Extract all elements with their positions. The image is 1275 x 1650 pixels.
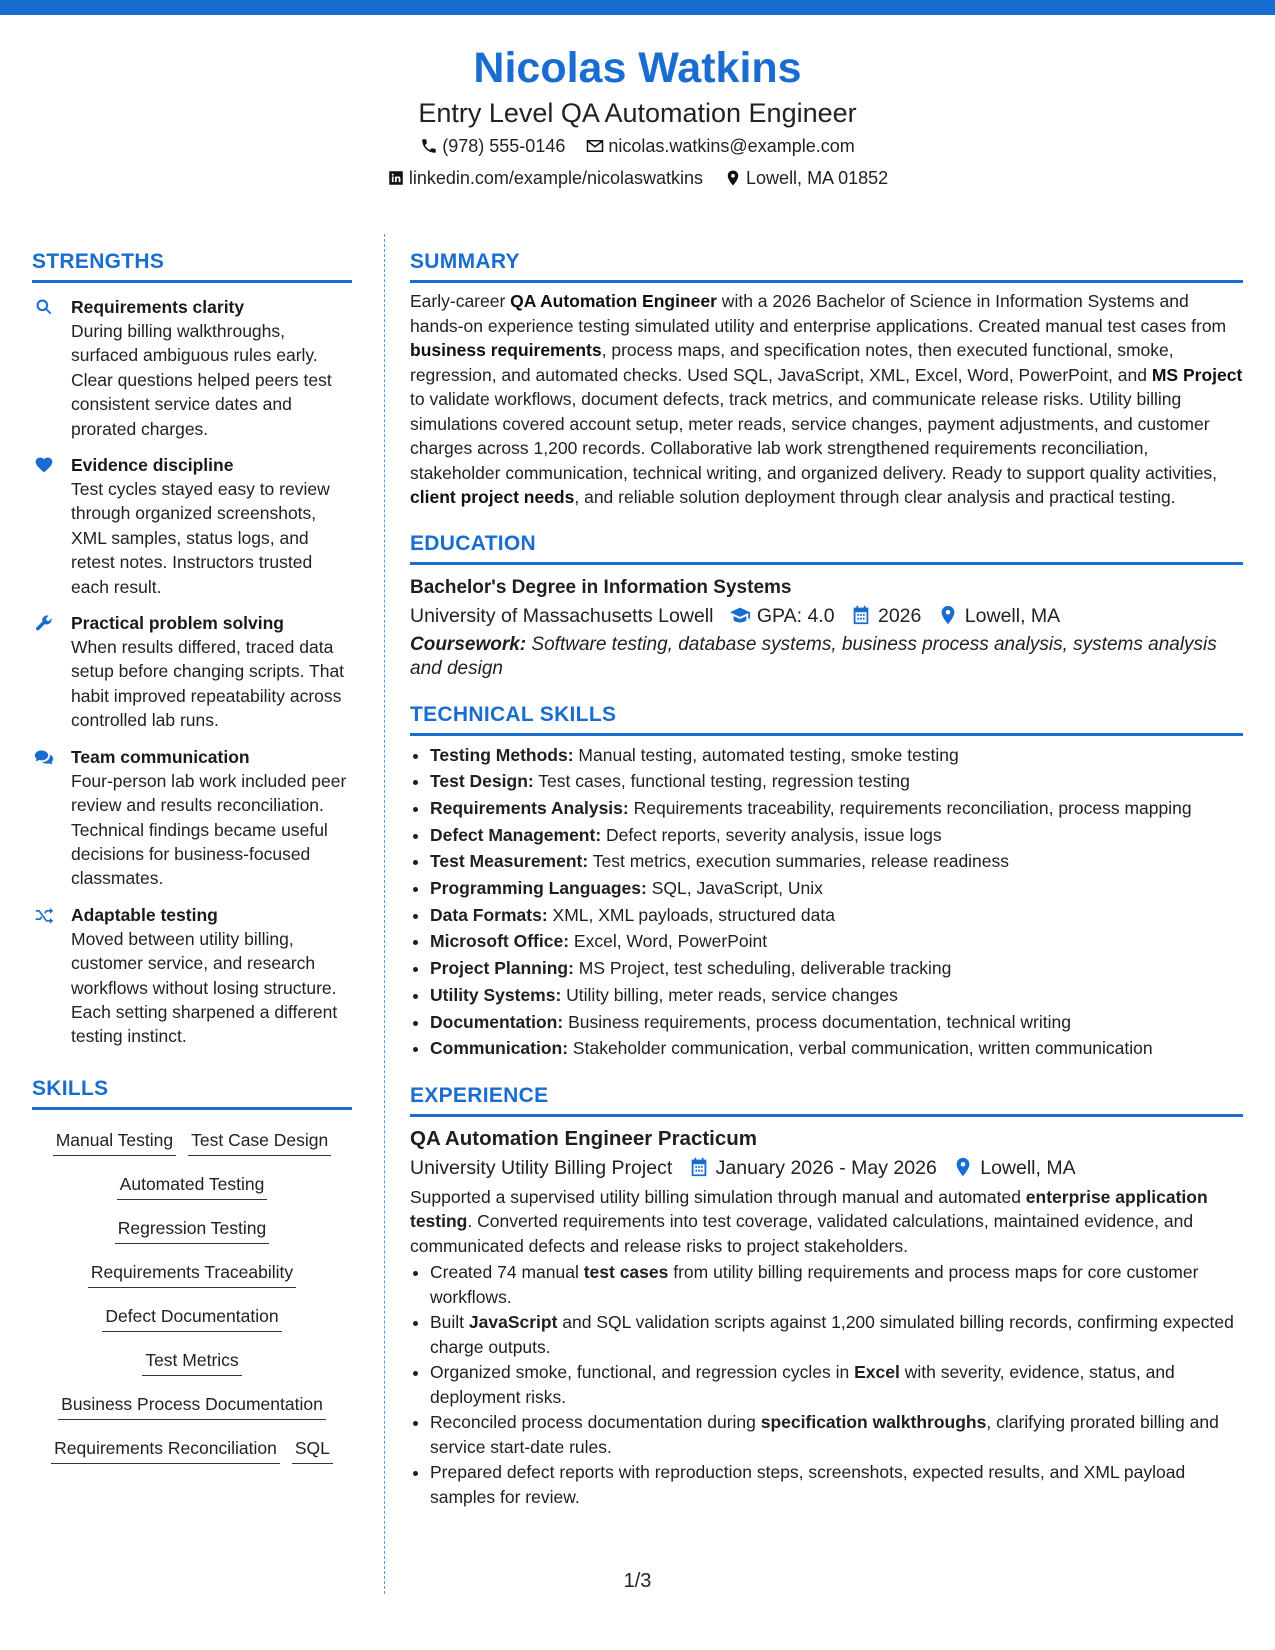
location-pin-icon <box>724 169 742 187</box>
skill-tag: Test Metrics <box>142 1346 241 1376</box>
phone-icon <box>420 137 438 155</box>
summary-bold: client project needs <box>410 487 575 507</box>
bullet-part: Built <box>430 1312 469 1333</box>
strength-title: Requirements clarity <box>71 297 245 317</box>
summary-heading: SUMMARY <box>410 248 1243 283</box>
list-item <box>430 982 1243 1009</box>
skill-tag: Defect Documentation <box>102 1302 281 1332</box>
strength-item <box>32 295 352 441</box>
experience-heading: EXPERIENCE <box>410 1082 1243 1117</box>
bullet-part: and SQL validation scripts against 1,200 simulated billing records, confirming expected charge outputs. <box>430 1312 1234 1357</box>
list-item <box>430 902 1243 929</box>
skill-label: Testing Methods: <box>430 744 574 765</box>
skill-label: Communication: <box>430 1038 569 1059</box>
heart-icon <box>34 455 54 475</box>
skill-value: XML, XML payloads, structured data <box>547 904 835 925</box>
skill-label: Data Formats: <box>430 904 548 925</box>
list-item <box>430 1410 1243 1459</box>
bullet-part: Prepared defect reports with reproduction steps, screenshots, expected results, and XML payload samples for review. <box>430 1462 1186 1507</box>
skill-tag: Regression Testing <box>115 1214 270 1244</box>
skill-value: SQL, JavaScript, Unix <box>646 878 823 899</box>
coursework-text: Software testing, database systems, business process analysis, systems analysis and design <box>410 633 1217 679</box>
bullet-part: , clarifying prorated billing and service start-date rules. <box>430 1412 1219 1457</box>
phone <box>420 130 565 162</box>
coursework <box>410 633 1243 681</box>
technical-skills-heading: TECHNICAL SKILLS <box>410 701 1243 736</box>
left-column <box>32 248 352 1470</box>
strength-title: Team communication <box>71 746 250 767</box>
skill-value: Test metrics, execution summaries, release readiness <box>588 851 1010 872</box>
location-pin-icon <box>937 604 959 626</box>
strength-desc: When results differed, traced data setup before changing scripts. That habit improved repeatability across controlled lab runs. <box>71 637 345 731</box>
job-description <box>410 1185 1243 1259</box>
list-item <box>430 768 1243 795</box>
location-pin-icon <box>952 1156 974 1178</box>
strength-desc: During billing walkthroughs, surfaced ambiguous rules early. Clear questions helped peers test consistent service dates and prorated charges. <box>71 321 332 439</box>
email[interactable] <box>586 130 854 162</box>
bullet-part: Organized smoke, functional, and regression cycles in <box>430 1362 855 1383</box>
linkedin-text[interactable]: linkedin.com/example/nicolaswatkins <box>408 168 704 188</box>
list-item <box>430 1035 1243 1062</box>
location <box>724 162 888 194</box>
bullet-bold: test cases <box>583 1262 669 1283</box>
linkedin-icon <box>387 169 405 187</box>
job-dates: January 2026 - May 2026 <box>715 1156 937 1179</box>
skill-label: Project Planning: <box>430 958 574 979</box>
bullet-part: from utility billing requirements and process maps for core customer workflows. <box>430 1262 1199 1307</box>
list-item <box>430 1310 1243 1359</box>
skill-tag: Manual Testing <box>53 1126 176 1156</box>
desc-bold: enterprise application testing <box>410 1186 1208 1232</box>
list-item <box>430 1360 1243 1409</box>
education-meta <box>410 601 1243 631</box>
experience-section <box>410 1082 1243 1510</box>
skill-value: Excel, Word, PowerPoint <box>569 931 768 952</box>
technical-skills-list <box>410 742 1243 1062</box>
skill-label: Defect Management: <box>430 824 602 845</box>
calendar-icon <box>688 1156 710 1178</box>
technical-skills-section <box>410 701 1243 1062</box>
desc-part: . Converted requirements into test coverage, validated calculations, maintained evidence, and communicated defects and release risks to project stakeholders. <box>410 1211 1194 1256</box>
bullet-bold: specification walkthroughs <box>760 1412 987 1433</box>
education-section <box>410 530 1243 681</box>
skill-value: Test cases, functional testing, regression testing <box>533 771 910 792</box>
skill-value: Stakeholder communication, verbal communication, written communication <box>568 1038 1153 1059</box>
bullet-part: Reconciled process documentation during <box>430 1412 761 1433</box>
skill-tag: SQL <box>292 1434 333 1464</box>
strength-item <box>32 453 352 599</box>
gpa: GPA: 4.0 <box>756 604 835 627</box>
coursework-label: Coursework: <box>410 633 527 655</box>
bullet-part: with severity, evidence, status, and deployment risks. <box>430 1362 1175 1407</box>
strength-title: Practical problem solving <box>71 613 284 634</box>
contact-row-2 <box>0 162 1275 194</box>
skill-label: Test Measurement: <box>430 851 589 872</box>
skill-value: Utility billing, meter reads, service changes <box>561 984 898 1005</box>
skill-label: Programming Languages: <box>430 878 647 899</box>
skill-label: Requirements Analysis: <box>430 797 629 818</box>
summary-bold: MS Project <box>1151 364 1243 385</box>
school-location: Lowell, MA <box>964 604 1061 627</box>
bullet-bold: Excel <box>854 1362 900 1383</box>
job-meta <box>410 1153 1243 1183</box>
list-item <box>430 822 1243 849</box>
envelope-icon <box>586 137 604 155</box>
list-item <box>430 875 1243 902</box>
search-icon <box>34 297 54 317</box>
skill-tag: Business Process Documentation <box>58 1390 326 1420</box>
list-item <box>430 928 1243 955</box>
contact-row-1 <box>0 130 1275 162</box>
list-item <box>430 1009 1243 1036</box>
skill-value: Defect reports, severity analysis, issue logs <box>601 824 942 845</box>
strength-desc: Moved between utility billing, customer service, and research workflows without losing structure. Each setting sharpened a different testing instinct. <box>71 928 338 1047</box>
skill-label: Microsoft Office: <box>430 931 570 952</box>
column-divider <box>384 234 385 1594</box>
candidate-title: Entry Level QA Automation Engineer <box>418 98 857 128</box>
strength-title: Evidence discipline <box>71 455 234 476</box>
location-text: Lowell, MA 01852 <box>746 168 889 188</box>
phone-text: (978) 555-0146 <box>442 136 566 156</box>
summary-bold: QA Automation Engineer <box>510 291 717 311</box>
skill-value: Manual testing, automated testing, smoke testing <box>573 744 959 765</box>
strengths-heading: STRENGTHS <box>32 248 352 283</box>
summary-text <box>410 289 1243 510</box>
skill-tag: Test Case Design <box>188 1126 331 1156</box>
list-item <box>430 742 1243 769</box>
list-item <box>430 1460 1243 1509</box>
bullet-part: Created 74 manual <box>430 1262 584 1283</box>
skill-label: Test Design: <box>430 771 534 792</box>
summary-part: to validate workflows, document defects, track metrics, and communicate release risks. Utility billing simulations covered account setup, meter reads, service changes, payment adjustments, and customer charges across 1,200 records. Collaborative lab work strengthened requirements reconciliation, stakeholder communication, technical writing, and organized delivery. Ready to support quality activities, <box>410 389 1218 483</box>
bullet-bold: JavaScript <box>468 1312 558 1333</box>
linkedin[interactable] <box>387 162 703 194</box>
graduation-cap-icon <box>729 604 751 626</box>
summary-bold: business requirements <box>410 340 602 360</box>
page-number: 1/3 <box>623 1570 652 1592</box>
skills-list <box>32 1118 352 1470</box>
calendar-icon <box>850 604 872 626</box>
grad-year: 2026 <box>877 604 922 627</box>
school: University of Massachusetts Lowell <box>410 604 714 627</box>
candidate-name: Nicolas Watkins <box>473 44 802 92</box>
skill-value: Business requirements, process documentation, technical writing <box>563 1011 1071 1032</box>
list-item <box>430 795 1243 822</box>
wrench-icon <box>34 613 54 633</box>
strength-item <box>32 903 352 1049</box>
email-text[interactable]: nicolas.watkins@example.com <box>608 136 855 156</box>
skills-section <box>32 1075 352 1470</box>
skills-heading: SKILLS <box>32 1075 352 1110</box>
list-item <box>430 955 1243 982</box>
job-title: QA Automation Engineer Practicum <box>410 1126 758 1150</box>
summary-part: , process maps, and specification notes, then executed functional, smoke, regression, and automated checks. Used SQL, JavaScript, XML, Excel, Word, PowerPoint, and <box>410 340 1174 385</box>
list-item <box>430 1260 1243 1309</box>
skill-value: Requirements traceability, requirements reconciliation, process mapping <box>628 797 1192 818</box>
top-accent-bar <box>0 0 1275 15</box>
education-heading: EDUCATION <box>410 530 1243 565</box>
shuffle-icon <box>34 905 54 925</box>
job-bullets <box>410 1260 1243 1509</box>
desc-part: Supported a supervised utility billing simulation through manual and automated <box>410 1186 1026 1207</box>
skill-label: Utility Systems: <box>430 984 562 1005</box>
job-location: Lowell, MA <box>980 1156 1076 1179</box>
strength-item <box>32 745 352 891</box>
strength-title: Adaptable testing <box>71 904 218 925</box>
skill-tag: Requirements Reconciliation <box>51 1434 280 1464</box>
strength-desc: Test cycles stayed easy to review through organized screenshots, XML samples, status logs, and retest notes. Instructors trusted each result. <box>71 479 330 597</box>
strength-item <box>32 611 352 733</box>
comments-icon <box>34 747 54 767</box>
list-item <box>430 848 1243 875</box>
summary-part: Early-career <box>410 291 511 311</box>
skill-value: MS Project, test scheduling, deliverable tracking <box>573 958 952 979</box>
skill-tag: Automated Testing <box>117 1170 268 1200</box>
right-column <box>410 248 1243 1510</box>
degree: Bachelor's Degree in Information Systems <box>410 576 792 598</box>
resume-header <box>0 42 1275 194</box>
skill-label: Documentation: <box>430 1011 564 1032</box>
skill-tag: Requirements Traceability <box>88 1258 296 1288</box>
summary-part: , and reliable solution deployment through clear analysis and practical testing. <box>574 487 1176 507</box>
summary-part: with a 2026 Bachelor of Science in Information Systems and hands-on experience testing simulated utility and enterprise applications. Created manual test cases from <box>410 291 1227 336</box>
organization: University Utility Billing Project <box>410 1156 673 1179</box>
strength-desc: Four-person lab work included peer review and results reconciliation. Technical findings became useful decisions for business-focused classmates. <box>71 770 347 889</box>
